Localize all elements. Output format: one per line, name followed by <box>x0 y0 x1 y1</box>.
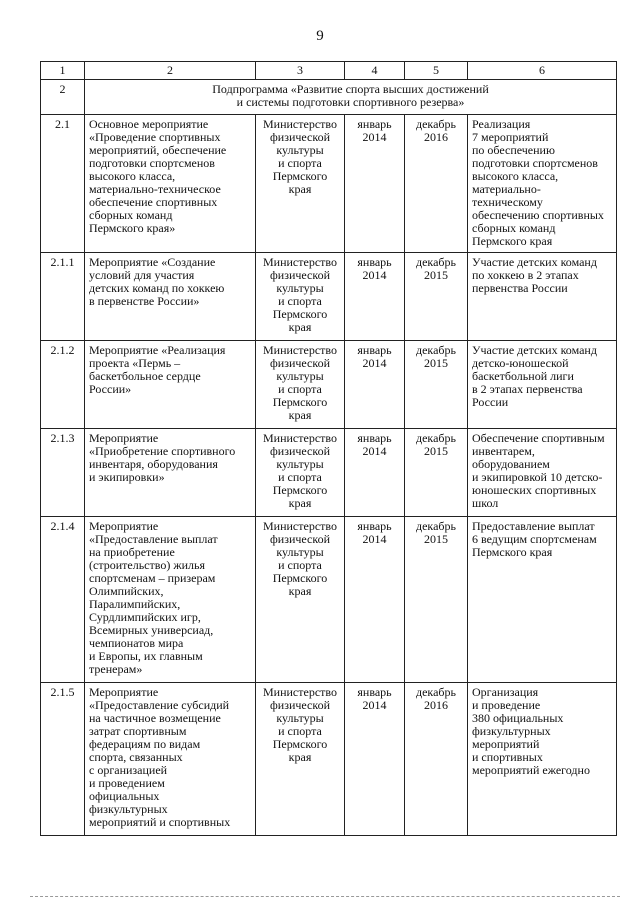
measure-name: Мероприятие «Предоставление выплат на приобретение (строительство) жилья спортсменам – призерам Олимпийских, Паралимпийских, Сурдлимпийских игр, Всемирных универсиад, чемпионатов мира и Европы, их главным тренерам» <box>85 517 256 683</box>
column-number: 2 <box>85 62 256 80</box>
end-date: декабрь 2015 <box>405 253 468 341</box>
measure-name: Основное мероприятие «Проведение спортивных мероприятий, обеспечение подготовки спортсменов высокого класса, материально-техническое обеспечение спортивных сборных команд Пермского края» <box>85 115 256 253</box>
measure-name: Мероприятие «Приобретение спортивного инвентаря, оборудования и экипировки» <box>85 429 256 517</box>
start-date: январь 2014 <box>345 341 405 429</box>
start-date: январь 2014 <box>345 429 405 517</box>
end-date: декабрь 2015 <box>405 517 468 683</box>
expected-result: Организация и проведение 380 официальных физкультурных мероприятий и спортивных мероприятий ежегодно <box>468 683 617 836</box>
row-number: 2.1.2 <box>41 341 85 429</box>
table-row <box>41 517 617 683</box>
subprogram-row <box>41 80 617 115</box>
table-row <box>41 683 617 836</box>
start-date: январь 2014 <box>345 517 405 683</box>
end-date: декабрь 2015 <box>405 341 468 429</box>
start-date: январь 2014 <box>345 683 405 836</box>
executor: Министерство физической культуры и спорта Пермского края <box>256 341 345 429</box>
table-row <box>41 429 617 517</box>
expected-result: Участие детских команд по хоккею в 2 этапах первенства России <box>468 253 617 341</box>
column-number: 1 <box>41 62 85 80</box>
measure-name: Мероприятие «Предоставление субсидий на частичное возмещение затрат спортивным федерациям по видам спорта, связанных с организацией и проведением официальных физкультурных мероприятий и спортивных <box>85 683 256 836</box>
page-number: 9 <box>316 28 324 44</box>
table-row <box>41 115 617 253</box>
row-number: 2.1.3 <box>41 429 85 517</box>
program-table <box>40 61 617 836</box>
expected-result: Реализация 7 мероприятий по обеспечению подготовки спортсменов высокого класса, материально- техническому обеспечению спортивных сборных команд Пермского края <box>468 115 617 253</box>
row-number: 2.1.4 <box>41 517 85 683</box>
row-number: 2.1 <box>41 115 85 253</box>
expected-result: Участие детских команд детско-юношеской баскетбольной лиги в 2 этапах первенства России <box>468 341 617 429</box>
end-date: декабрь 2016 <box>405 115 468 253</box>
measure-name: Мероприятие «Реализация проекта «Пермь – баскетбольное сердце России» <box>85 341 256 429</box>
start-date: январь 2014 <box>345 253 405 341</box>
executor: Министерство физической культуры и спорта Пермского края <box>256 683 345 836</box>
row-number: 2.1.1 <box>41 253 85 341</box>
subprogram-title: Подпрограмма «Развитие спорта высших достижений и системы подготовки спортивного резерва» <box>85 80 617 115</box>
page-bottom-divider <box>30 896 620 897</box>
expected-result: Обеспечение спортивным инвентарем, оборудованием и экипировкой 10 детско- юношеских спортивных школ <box>468 429 617 517</box>
column-number: 6 <box>468 62 617 80</box>
end-date: декабрь 2015 <box>405 429 468 517</box>
executor: Министерство физической культуры и спорта Пермского края <box>256 115 345 253</box>
table-row <box>41 253 617 341</box>
column-number: 4 <box>345 62 405 80</box>
expected-result: Предоставление выплат 6 ведущим спортсменам Пермского края <box>468 517 617 683</box>
start-date: январь 2014 <box>345 115 405 253</box>
table-row <box>41 341 617 429</box>
executor: Министерство физической культуры и спорта Пермского края <box>256 517 345 683</box>
end-date: декабрь 2016 <box>405 683 468 836</box>
column-number: 5 <box>405 62 468 80</box>
measure-name: Мероприятие «Создание условий для участия детских команд по хоккею в первенстве России» <box>85 253 256 341</box>
executor: Министерство физической культуры и спорта Пермского края <box>256 253 345 341</box>
subprogram-number: 2 <box>41 80 85 115</box>
row-number: 2.1.5 <box>41 683 85 836</box>
column-number-row <box>41 62 617 80</box>
executor: Министерство физической культуры и спорта Пермского края <box>256 429 345 517</box>
column-number: 3 <box>256 62 345 80</box>
